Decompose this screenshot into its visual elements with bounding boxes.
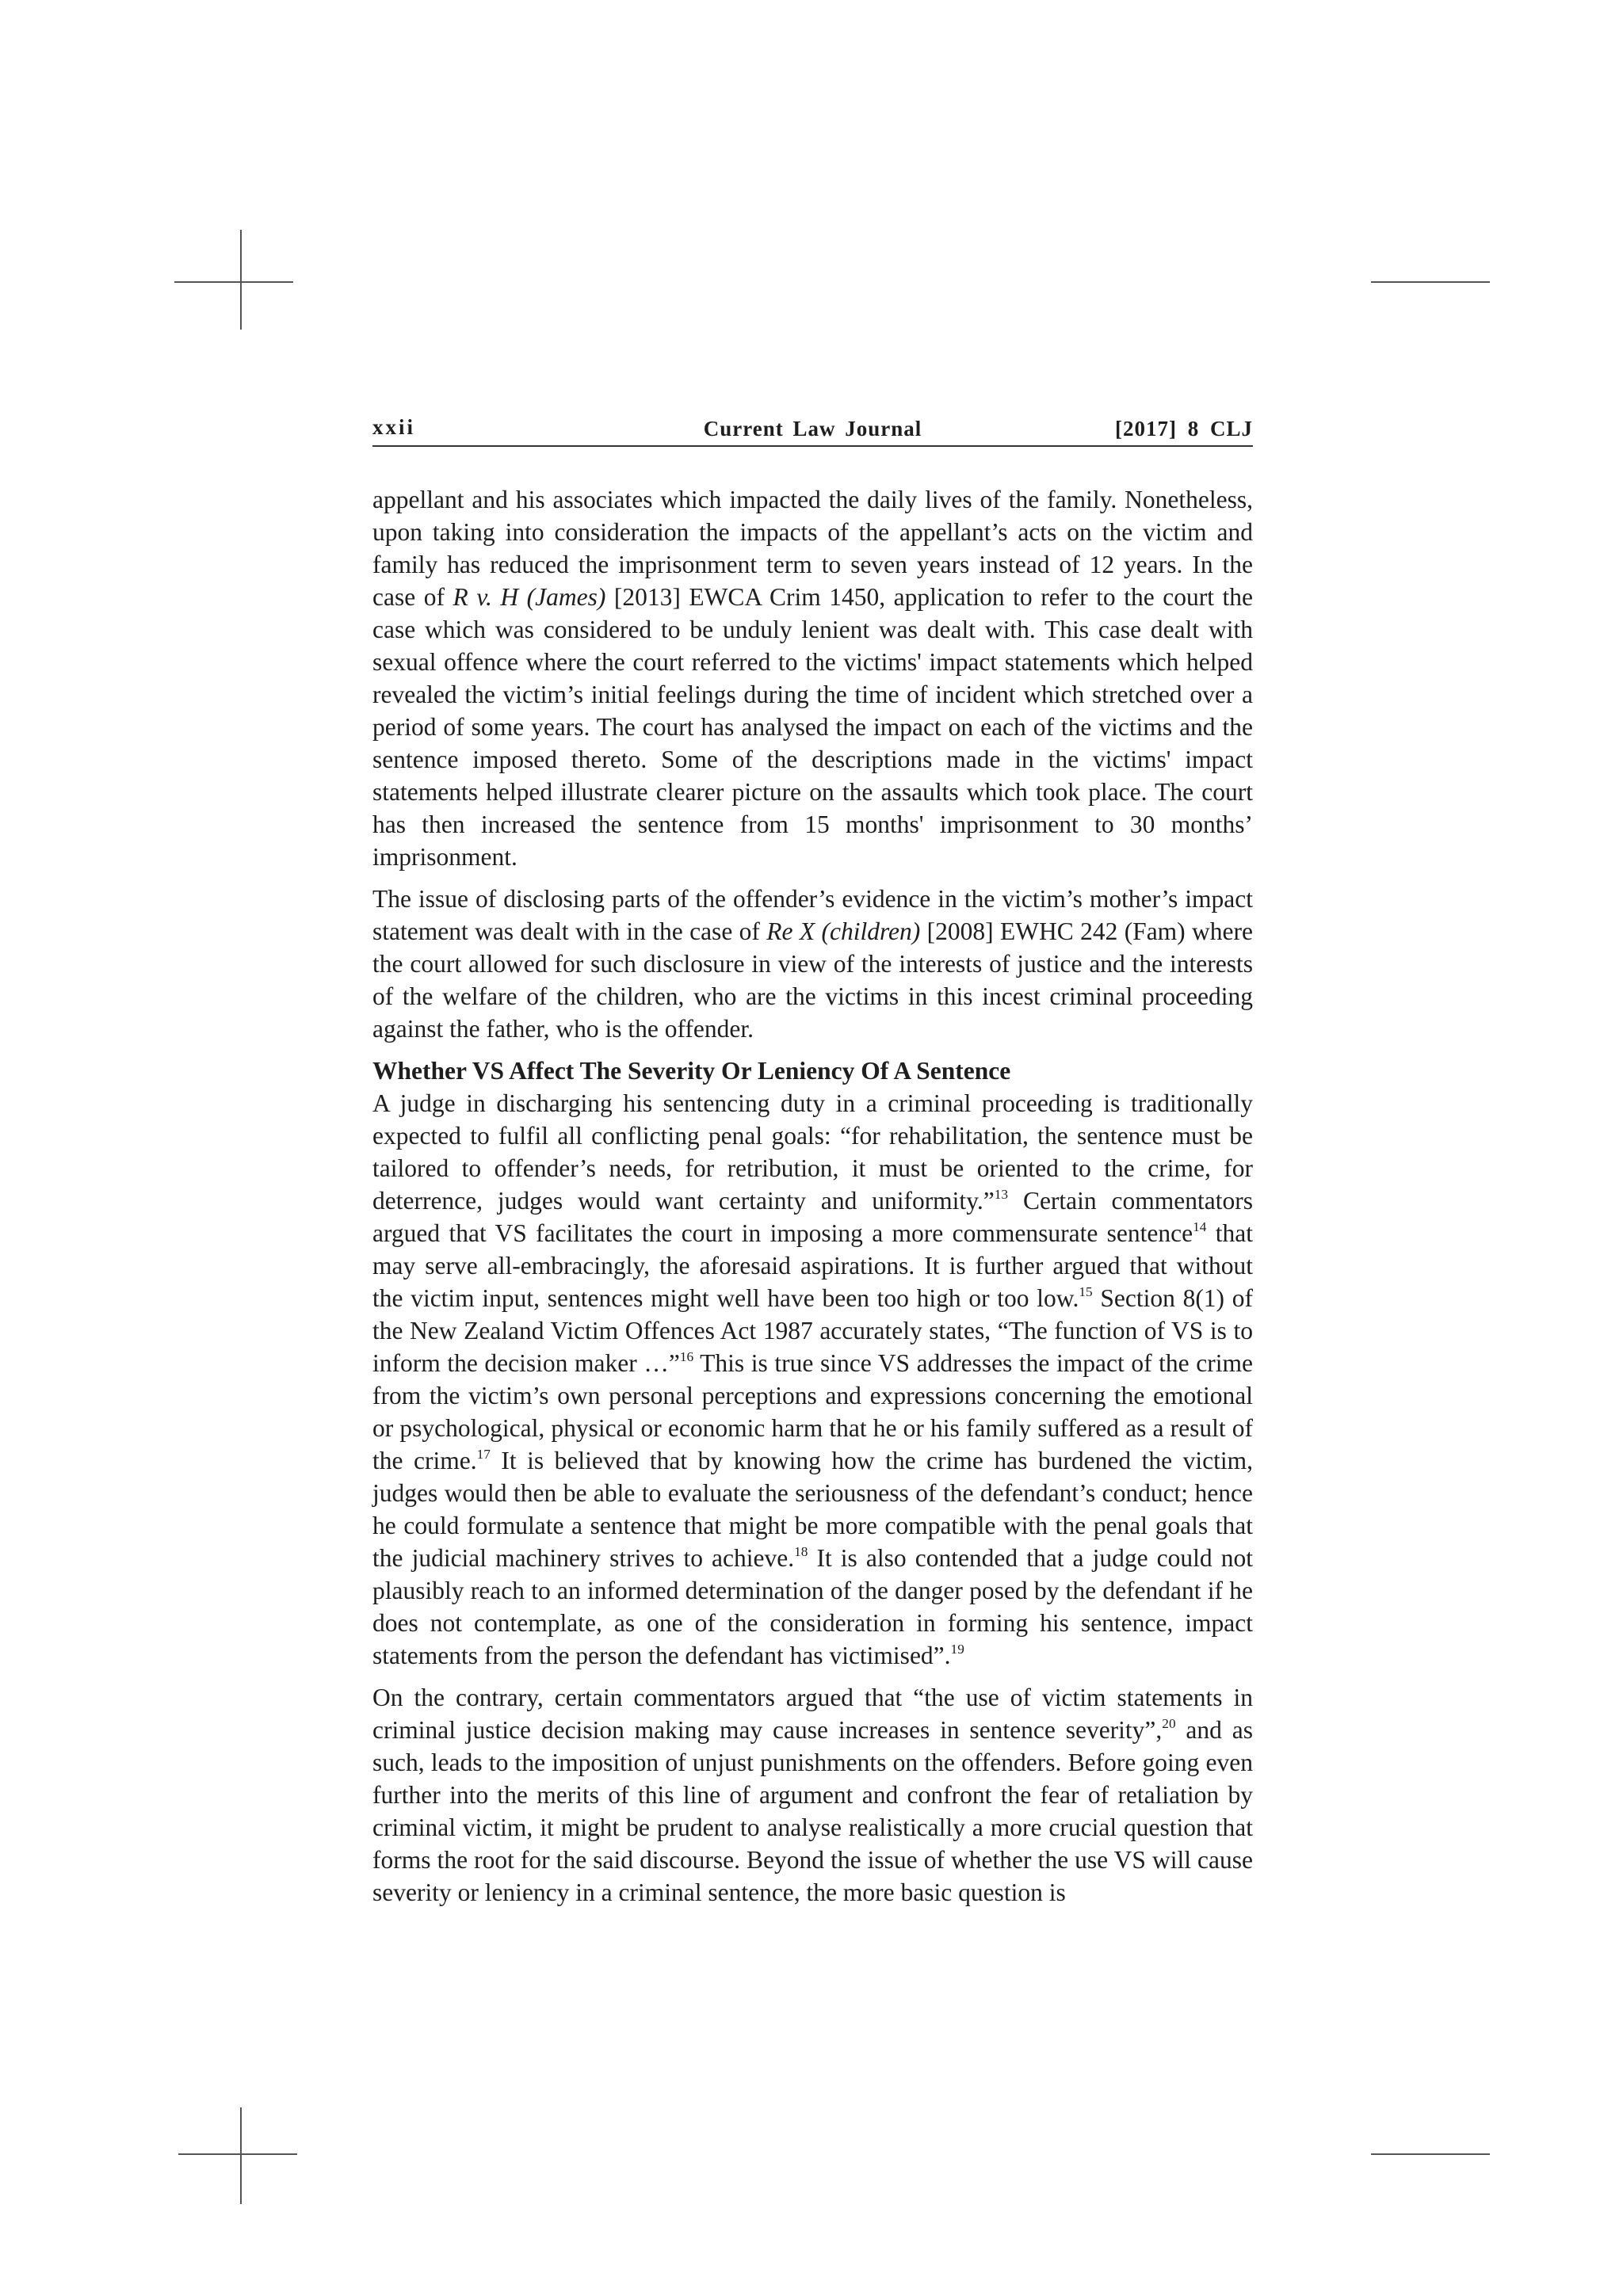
page-number: xxii	[372, 415, 416, 439]
crop-mark-top-left-horizontal	[174, 281, 293, 283]
footnote-ref: 18	[794, 1544, 808, 1560]
running-header	[372, 410, 1253, 447]
article-body	[372, 483, 1253, 1918]
footnote-ref: 20	[1162, 1716, 1176, 1732]
footnote-ref: 13	[994, 1187, 1009, 1203]
paragraph: The issue of disclosing parts of the offender’s evidence in the victim’s mother’s impact statement was dealt with in the case of Re X (children) [2008] EWHC 242 (Fam) where the court allowed for such disclosure in view of the interests of justice and the interests of the welfare of the children, who are the victims in this incest criminal proceeding against the father, who is the offender.	[372, 885, 1253, 1043]
footnote-ref: 17	[476, 1447, 491, 1463]
crop-mark-top-left-vertical	[240, 230, 242, 330]
crop-mark-bottom-left-vertical	[240, 2107, 242, 2204]
crop-mark-top-right-horizontal	[1371, 281, 1490, 283]
crop-mark-bottom-left-horizontal	[178, 2153, 297, 2155]
case-name: Re X (children)	[766, 917, 921, 945]
journal-title: Current Law Journal	[703, 417, 922, 441]
citation: [2017] 8 CLJ	[1115, 417, 1253, 441]
footnote-ref: 19	[950, 1642, 964, 1657]
crop-mark-bottom-right-horizontal	[1371, 2153, 1490, 2155]
section-heading: Whether VS Affect The Severity Or Leniency Of A Sentence	[372, 1057, 1011, 1085]
paragraph: On the contrary, certain commentators argued that “the use of victim statements in criminal justice decision making may cause increases in sentence severity”,$^{20}$ and as such, leads to the imposition of unjust punishments on the offenders. Before going even further into the merits of this line of argument and confront the fear of retaliation by criminal victim, it might be prudent to analyse realistically a more crucial question that forms the root for the said discourse. Beyond the issue of whether the use VS will cause severity or leniency in a criminal sentence, the more basic question is	[372, 1684, 1253, 1906]
footnote-ref: 16	[679, 1349, 694, 1365]
paragraph: A judge in discharging his sentencing duty in a criminal proceeding is traditionally expected to fulfil all conflicting penal goals: “for rehabilitation, the sentence must be tailored to offender’s needs, for retribution, it must be oriented to the crime, for deterrence, judges would want certainty and uniformity.”$^{13}$ Certain commentators argued that VS facilitates the court in imposing a more commensurate sentence$^{14}$ that may serve all-embracingly, the aforesaid aspirations. It is further argued that without the victim input, sentences might well have been too high or too low.$^{15}$ Section 8(1) of the New Zealand Victim Offences Act 1987 accurately states, “The function of VS is to inform the decision maker …”$^{16}$ This is true since VS addresses the impact of the crime from the victim’s own personal perceptions and expressions concerning the emotional or psychological, physical or economic harm that he or his family suffered as a result of the crime.$^{17}$ It is believed that by knowing how the crime has burdened the victim, judges would then be able to evaluate the seriousness of the defendant’s conduct; hence he could formulate a sentence that might be more compatible with the penal goals that the judicial machinery strives to achieve.$^{18}$ It is also contended that a judge could not plausibly reach to an informed determination of the danger posed by the defendant if he does not contemplate, as one of the consideration in forming his sentence, impact statements from the person the defendant has victimised”.$^{19}$	[372, 1089, 1254, 1669]
footnote-ref: 15	[1079, 1284, 1093, 1300]
paragraph: appellant and his associates which impacted the daily lives of the family. Nonetheless, upon taking into consideration the impacts of the appellant’s acts on the victim and family has reduced the imprisonment term to seven years instead of 12 years. In the case of R v. H (James) [2013] EWCA Crim 1450, application to refer to the court the case which was considered to be unduly lenient was dealt with. This case dealt with sexual offence where the court referred to the victims' impact statements which helped revealed the victim’s initial feelings during the time of incident which stretched over a period of some years. The court has analysed the impact on each of the victims and the sentence imposed thereto. Some of the descriptions made in the victims' impact statements helped illustrate clearer picture on the assaults which took place. The court has then increased the sentence from 15 months' imprisonment to 30 months’ imprisonment.	[372, 486, 1253, 871]
case-name: R v. H (James)	[453, 583, 606, 611]
footnote-ref: 14	[1193, 1219, 1207, 1235]
